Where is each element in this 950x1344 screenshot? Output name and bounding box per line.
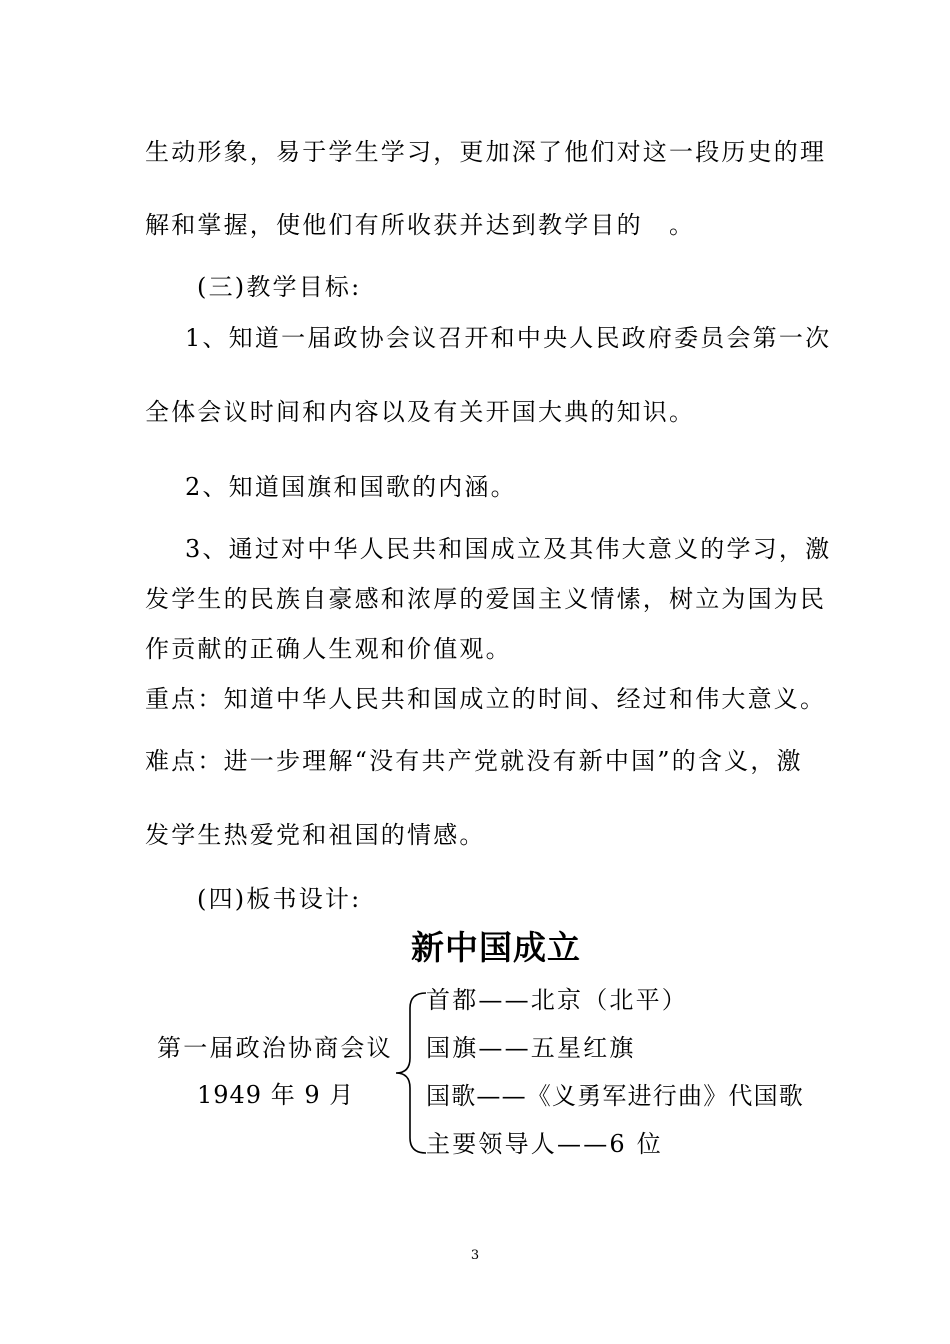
- page-number: 3: [470, 1248, 480, 1263]
- section-heading-teaching-goals: (三)教学目标:: [197, 273, 362, 301]
- board-item-anthem: 国歌——《义勇军进行曲》代国歌: [426, 1082, 804, 1110]
- difficulty-line: 难点：进一步理解“没有共产党就没有新中国”的含义，激: [145, 747, 803, 775]
- board-item-capital: 首都——北京（北平）: [426, 986, 688, 1014]
- board-left-label: 第一届政治协商会议: [157, 1034, 393, 1062]
- paragraph-line: 解和掌握，使他们有所收获并达到教学目的 。: [145, 211, 696, 239]
- board-item-flag: 国旗——五星红旗: [426, 1034, 636, 1062]
- goal-3-line: 3、通过对中华人民共和国成立及其伟大意义的学习，激: [185, 535, 832, 563]
- board-left-date: 1949 年 9 月: [197, 1081, 355, 1109]
- goal-1-line: 全体会议时间和内容以及有关开国大典的知识。: [145, 398, 696, 426]
- goal-2-line: 2、知道国旗和国歌的内涵。: [185, 473, 517, 501]
- goal-3-line: 发学生的民族自豪感和浓厚的爱国主义情愫，树立为国为民: [145, 585, 827, 613]
- key-point-line: 重点：知道中华人民共和国成立的时间、经过和伟大意义。: [145, 685, 827, 713]
- goal-1-line: 1、知道一届政协会议召开和中央人民政府委员会第一次: [185, 324, 832, 352]
- board-title: 新中国成立: [411, 928, 581, 967]
- board-item-leaders: 主要领导人——6 位: [426, 1130, 663, 1158]
- paragraph-line: 生动形象，易于学生学习，更加深了他们对这一段历史的理: [145, 138, 827, 166]
- difficulty-line: 发学生热爱党和祖国的情感。: [145, 821, 486, 849]
- goal-3-line: 作贡献的正确人生观和价值观。: [145, 635, 512, 663]
- section-heading-board-design: (四)板书设计:: [197, 885, 362, 913]
